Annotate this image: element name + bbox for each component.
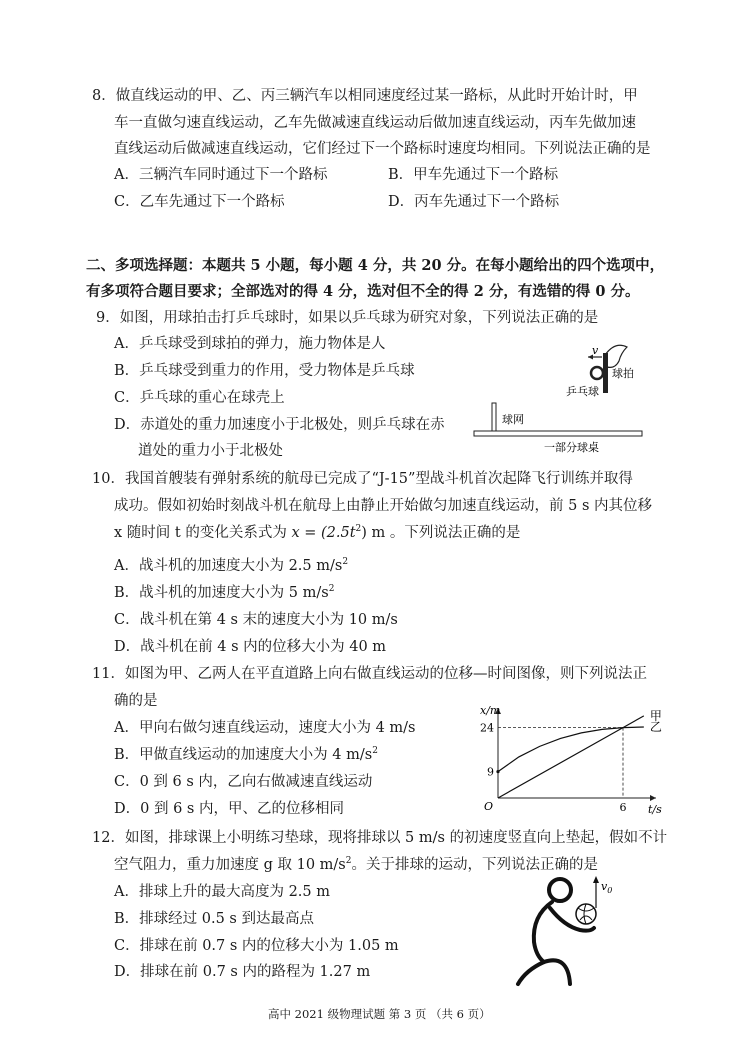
page-footer: 高中 2021 级物理试题 第 3 页 （共 6 页） <box>268 1007 491 1021</box>
q11-option-b-exponent: 2 <box>372 746 378 757</box>
q12-option-b: B．排球经过 0.5 s 到达最高点 <box>114 911 314 927</box>
v0-label <box>601 880 612 895</box>
q8-option-a: A．三辆汽车同时通过下一个路标 <box>114 167 328 183</box>
q12-option-c: C．排球在前 0.7 s 内的位移大小为 1.05 m <box>114 938 399 954</box>
q9-option-a: A．乒乓球受到球拍的弹力，施力物体是人 <box>114 336 386 352</box>
q10-option-d: D．战斗机在前 4 s 内的位移大小为 40 m <box>114 639 387 655</box>
v0-arrowhead <box>593 876 599 883</box>
q8-option-d: D．丙车先通过下一个路标 <box>388 194 560 210</box>
q8-line-1: 8．做直线运动的甲、乙、丙三辆汽车以相同速度经过某一路标，从此时开始计时，甲 <box>92 88 638 104</box>
q9-option-b: B．乒乓球受到重力的作用，受力物体是乒乓球 <box>114 363 415 379</box>
q9-option-d-line-2: 道处的重力小于北极处 <box>138 443 283 459</box>
series-2-start-point <box>496 770 499 773</box>
q11-line-2: 确的是 <box>114 693 158 709</box>
section2-header-line-1: 二、多项选择题：本题共 5 小题，每小题 4 分，共 20 分。在每小题给出的四个选项中， <box>86 257 665 274</box>
q10-option-a-exponent: 2 <box>342 557 349 568</box>
q10-line-1: 10．我国首艘装有弹射系统的航母已完成了“J-15”型战斗机首次起降飞行训练并取得 <box>92 471 633 487</box>
q12-figure <box>498 872 648 990</box>
q9-option-d-line-1: D．赤道处的重力加速度小于北极处，则乒乓球在赤 <box>114 417 445 433</box>
ping-pong-ball <box>591 367 603 379</box>
player-leg-left <box>518 962 544 984</box>
net-shape <box>492 403 496 431</box>
hand-shape <box>605 345 627 367</box>
q8-option-c: C．乙车先通过下一个路标 <box>114 194 285 210</box>
table-shape <box>474 431 642 436</box>
y-axis-label: x/m <box>480 704 501 717</box>
series-label-2: 乙 <box>649 720 662 735</box>
player-leg-right <box>544 960 570 984</box>
table-label: 一部分球桌 <box>544 441 599 454</box>
q12-option-d: D．排球在前 0.7 s 内的路程为 1.27 m <box>114 964 371 980</box>
series-label-1: 甲 <box>649 708 662 723</box>
q10-option-b <box>114 583 334 603</box>
q10-formula: x = (2.5t <box>291 525 356 541</box>
q10-line-3-suffix: ) m 。下列说法正确的是 <box>361 525 521 541</box>
q10-option-c: C．战斗机在第 4 s 末的速度大小为 10 m/s <box>114 612 398 628</box>
q9-figure <box>470 335 650 460</box>
q10-line-3 <box>114 523 520 543</box>
q11-line-1: 11．如图为甲、乙两人在平直道路上向右做直线运动的位移—时间图像，则下列说法正 <box>92 666 647 682</box>
q10-line-2: 成功。假如初始时刻战斗机在航母上由静止开始做匀加速直线运动，前 5 s 内其位移 <box>114 498 652 514</box>
x-tick-label-1: 6 <box>619 801 627 814</box>
paddle-label: 球拍 <box>612 367 634 380</box>
q11-option-b-text: B．甲做直线运动的加速度大小为 4 m/s <box>114 747 373 763</box>
q10-option-a <box>114 556 348 576</box>
q12-line-2-text: 空气阻力，重力加速度 g 取 10 m/s <box>114 857 346 873</box>
q11-xt-chart <box>470 698 670 820</box>
q8-option-b: B．甲车先通过下一个路标 <box>388 167 559 183</box>
q11-option-b <box>114 745 378 765</box>
volleyball <box>576 904 596 924</box>
q9-option-c: C．乒乓球的重心在球壳上 <box>114 390 285 406</box>
ball-label: 乒乓球 <box>566 385 599 398</box>
q10-option-a-text: A．战斗机的加速度大小为 2.5 m/s <box>114 558 343 574</box>
q12-line-1: 12．如图，排球课上小明练习垫球，现将排球以 5 m/s 的初速度竖直向上垫起，假如不计 <box>92 830 668 846</box>
section2-header-line-2: 有多项符合题目要求；全部选对的得 4 分，选对但不全的得 2 分，有选错的得 0 分。 <box>86 283 640 300</box>
origin-label: O <box>484 800 494 813</box>
series-line-2 <box>498 727 644 772</box>
x-axis-label: t/s <box>648 803 662 816</box>
v0-label-main: v <box>601 880 608 893</box>
q8-line-3: 直线运动后做减速直线运动，它们经过下一个路标时速度均相同。下列说法正确的是 <box>114 141 651 157</box>
q8-line-2: 车一直做匀速直线运动，乙车先做减速直线运动后做加速直线运动，丙车先做加速 <box>114 115 636 131</box>
velocity-label: v <box>592 344 599 357</box>
y-tick-label-1: 9 <box>487 765 494 779</box>
q9-stem: 9．如图，用球拍击打乒乓球时，如果以乒乓球为研究对象，下列说法正确的是 <box>96 310 599 326</box>
q11-option-c: C．0 到 6 s 内，乙向右做减速直线运动 <box>114 774 373 790</box>
q12-line-2-exponent: 2 <box>345 856 352 867</box>
net-label: 球网 <box>502 413 524 426</box>
q12-option-a: A．排球上升的最大高度为 2.5 m <box>114 884 330 900</box>
y-tick-label-2: 24 <box>480 721 494 735</box>
player-torso <box>534 902 552 962</box>
q11-option-a: A．甲向右做匀速直线运动，速度大小为 4 m/s <box>114 720 416 736</box>
q11-option-d: D．0 到 6 s 内，甲、乙的位移相同 <box>114 801 344 817</box>
q10-option-b-exponent: 2 <box>328 584 335 595</box>
v0-label-subscript: 0 <box>607 886 613 895</box>
q10-formula-exponent: 2 <box>355 524 362 535</box>
player-head <box>549 879 571 901</box>
q12-line-2-suffix: 。关于排球的运动，下列说法正确的是 <box>351 857 598 873</box>
q10-line-3-prefix: x 随时间 t 的变化关系式为 <box>114 525 287 541</box>
q10-option-b-text: B．战斗机的加速度大小为 5 m/s <box>114 585 329 601</box>
